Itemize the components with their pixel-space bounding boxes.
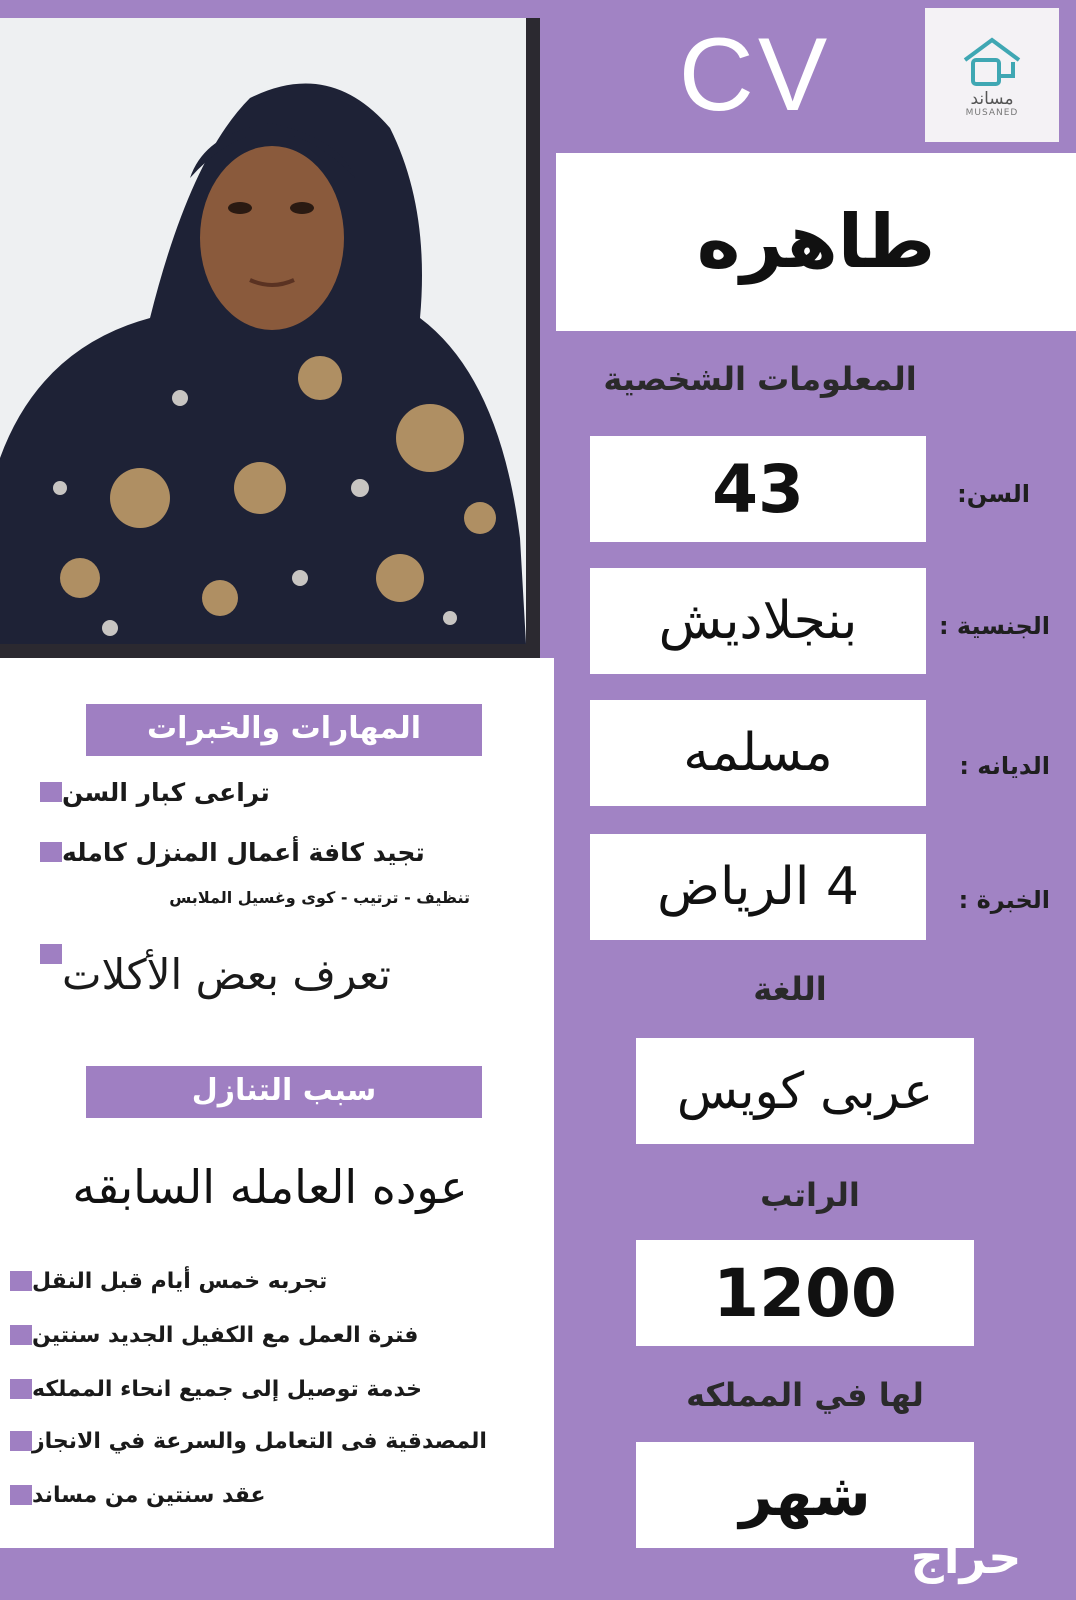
bullet-square-icon: [10, 1485, 32, 1505]
logo-text-arabic: مساند: [970, 89, 1014, 109]
term-text: تجربه خمس أيام قبل النقل: [32, 1268, 328, 1294]
list-item: [10, 1372, 548, 1406]
skill-text: تجيد كافة أعمال المنزل كامله: [62, 837, 425, 867]
cv-title: CV: [678, 17, 832, 133]
waiver-reason-value: عوده العامله السابقه: [72, 1160, 468, 1214]
language-heading: اللغة: [753, 970, 827, 1008]
worker-photo: [0, 18, 540, 658]
bullet-square-icon: [40, 842, 62, 862]
religion-label: الديانه :: [959, 752, 1050, 780]
bullet-square-icon: [10, 1379, 32, 1399]
language-value: عربى كويس: [636, 1038, 974, 1144]
skills-heading: المهارات والخبرات: [86, 704, 482, 756]
bullet-square-icon: [10, 1431, 32, 1451]
experience-label: الخبرة :: [958, 886, 1050, 914]
personal-info-heading: المعلومات الشخصية: [603, 360, 917, 398]
musaned-logo: [925, 8, 1059, 142]
waiver-reason-heading: سبب التنازل: [86, 1066, 482, 1118]
worker-photo-illustration: [0, 18, 526, 644]
in-kingdom-value: شهر: [636, 1442, 974, 1548]
in-kingdom-heading: لها في المملكه: [686, 1376, 924, 1414]
bullet-square-icon: [40, 782, 62, 802]
list-item: [10, 1264, 548, 1298]
term-text: عقد سنتين من مساند: [32, 1482, 266, 1508]
worker-name: طاهره: [556, 153, 1076, 331]
salary-heading: الراتب: [760, 1176, 860, 1214]
experience-value: 4 الرياض: [590, 834, 926, 940]
list-item: [10, 1424, 548, 1458]
bullet-square-icon: [10, 1271, 32, 1291]
list-item: [10, 1318, 548, 1352]
list-item: [10, 1478, 548, 1512]
skill-text: تراعى كبار السن: [62, 777, 270, 807]
house-icon: [959, 32, 1025, 90]
bullet-square-icon: [10, 1325, 32, 1345]
term-text: فترة العمل مع الكفيل الجديد سنتين: [32, 1322, 419, 1348]
watermark: حراج: [910, 1530, 1022, 1584]
age-value: 43: [590, 436, 926, 542]
term-text: المصدقية فى التعامل والسرعة في الانجاز: [32, 1428, 487, 1454]
nationality-label: الجنسية :: [938, 612, 1050, 640]
salary-value: 1200: [636, 1240, 974, 1346]
term-text: خدمة توصيل إلى جميع انحاء المملكه: [32, 1376, 423, 1402]
list-item: [40, 834, 545, 870]
skill-subtext: تنظيف - ترتيب - كوى وغسيل الملابس: [169, 888, 470, 907]
religion-value: مسلمه: [590, 700, 926, 806]
bullet-square-icon: [40, 944, 62, 964]
logo-text-english: MUSANED: [965, 108, 1019, 118]
list-item: [40, 774, 545, 810]
nationality-value: بنجلاديش: [590, 568, 926, 674]
age-label: السن:: [957, 480, 1030, 508]
skill-text: تعرف بعض الأكلات: [62, 949, 391, 999]
list-item: [40, 944, 545, 1004]
